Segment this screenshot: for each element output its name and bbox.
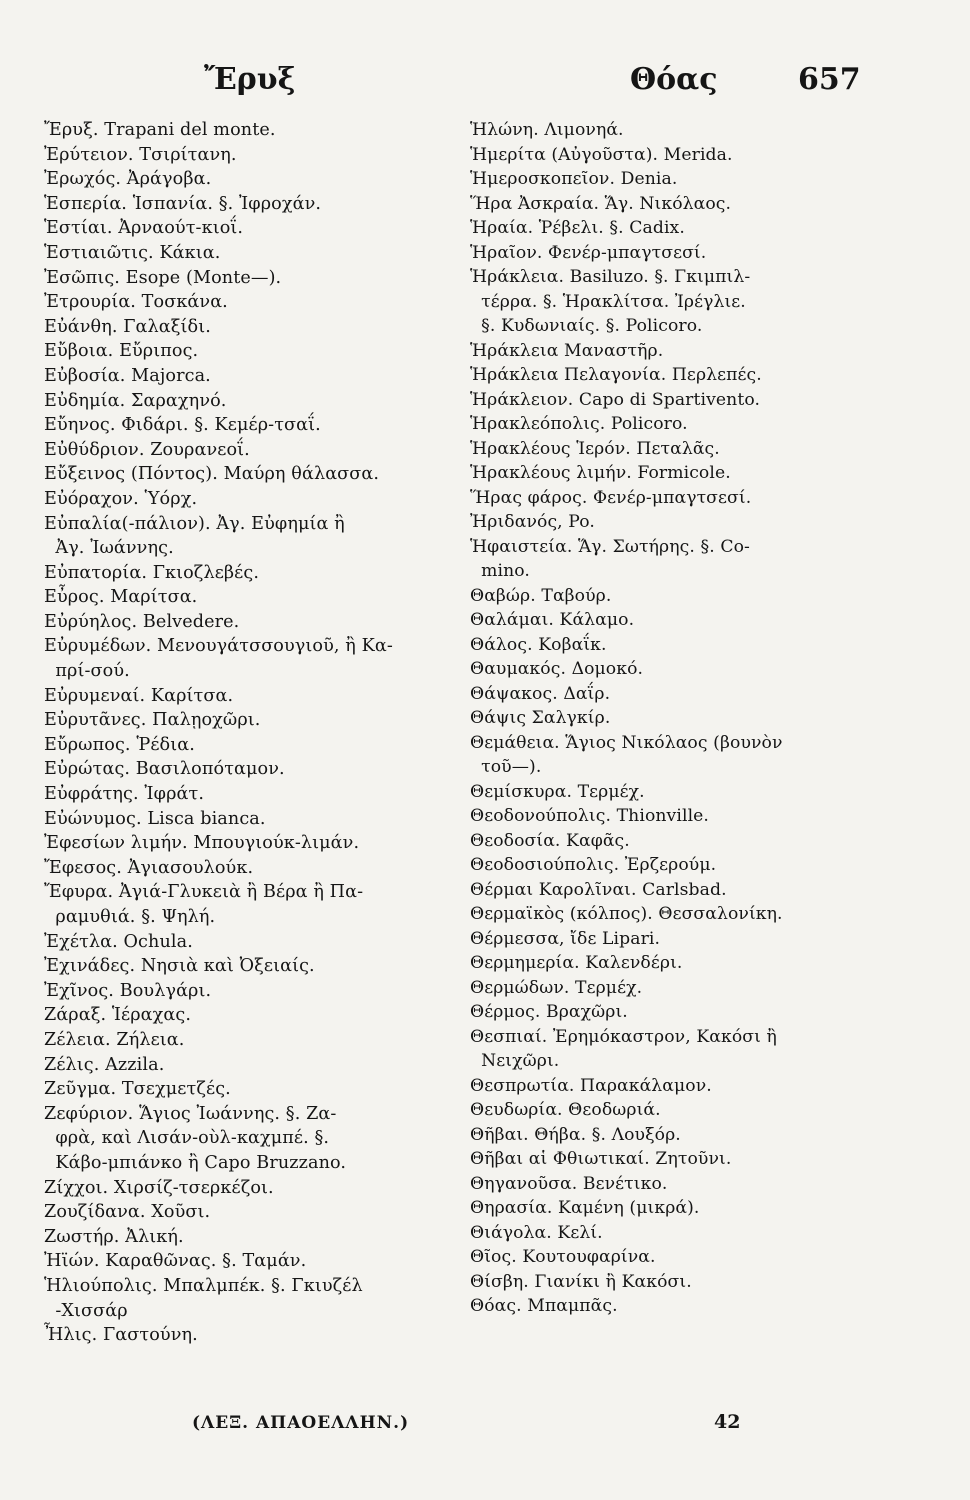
dictionary-entry: Εὐόραχον. Ὑόρχ. (44, 488, 198, 509)
dictionary-entry: Εὐρώτας. Βασιλοπόταμον. (44, 759, 285, 780)
dictionary-entry: Εὐδημία. Σαραχηνό. (44, 390, 227, 411)
dictionary-entry: Θέρμαι Καρολῖναι. Carlsbad. (470, 879, 727, 900)
dictionary-entry: Ἡρακλέους Ἱερόν. Πεταλᾶς. (470, 438, 720, 459)
dictionary-entry: Ἐρύτειον. Τσιρίτανη. (44, 144, 237, 165)
dictionary-entry: Θαυμακός. Δομοκό. (470, 659, 644, 679)
dictionary-entry: Θαβώρ. Ταβούρ. (470, 585, 612, 606)
dictionary-entry: Ζωστήρ. Ἀλική. (44, 1226, 184, 1247)
dictionary-entry: Θεοδοσία. Καφᾶς. (470, 830, 630, 851)
dictionary-entry: Ἡράκλεια. Basiluzo. §. Γκιμπιλ- (470, 267, 751, 287)
dictionary-entry: Ἔρυξ. Trapani del monte. (44, 120, 276, 140)
dictionary-entry: Εὐπατορία. Γκιοζλεβές. (44, 562, 260, 583)
dictionary-entry: Εὐρυτᾶνες. Παλῃοχῶρι. (44, 710, 261, 731)
dictionary-entry: Θῆβαι. Θήβα. §. Λουξόρ. (470, 1124, 681, 1145)
dictionary-entry: Ἡλιούπολις. Μπαλμπέκ. §. Γκιυζέλ (44, 1275, 363, 1296)
dictionary-entry: Θάλος. Κοβαΐκ. (470, 634, 607, 655)
dictionary-entry: Θερμαϊκὸς (κόλπος). Θεσσαλονίκη. (470, 904, 783, 924)
dictionary-entry: Ἔφεσος. Ἀγιασουλούκ. (44, 857, 254, 878)
dictionary-entry: Ζεφύριον. Ἅγιος Ἰωάννης. §. Ζα- (44, 1103, 337, 1124)
dictionary-entry: τέρρα. §. Ἡρακλίτσα. Ἰρέγλιε. (470, 291, 746, 312)
dictionary-entry: Εὐβοσία. Majorca. (44, 365, 211, 386)
dictionary-entry: Ἡράκλειον. Capo di Spartivento. (470, 389, 761, 410)
right-column (470, 118, 858, 1319)
dictionary-entry: Ζέλις. Azzila. (44, 1054, 165, 1075)
dictionary-entry: Θίσβη. Γιανίκι ἢ Κακόσι. (470, 1271, 692, 1292)
dictionary-entry: mino. (470, 561, 530, 581)
dictionary-entry: Εὖρος. Μαρίτσα. (44, 587, 198, 608)
dictionary-entry: Ἐσῶπις. Esope (Monte—). (44, 267, 282, 288)
dictionary-entry: Ἐφεσίων λιμήν. Μπουγιούκ-λιμάν. (44, 833, 360, 854)
dictionary-entry: Ἥρα Ἀσκραία. Ἅγ. Νικόλαος. (470, 193, 732, 214)
dictionary-entry: Ἠϊών. Καραθῶνας. §. Ταμάν. (44, 1251, 307, 1272)
dictionary-entry: Θηρασία. Καμένη (μικρά). (470, 1198, 700, 1218)
dictionary-entry: Θευδωρία. Θεοδωριά. (470, 1100, 661, 1120)
dictionary-entry: Κάβο-μπιάνκο ἢ Capo Bruzzano. (44, 1152, 347, 1173)
left-column (44, 118, 464, 1348)
dictionary-entry: Ζέλεια. Ζήλεια. (44, 1029, 185, 1050)
page-header (0, 62, 970, 106)
dictionary-entry: -Χισσάρ (44, 1300, 128, 1321)
dictionary-entry: Ἡρακλεόπολις. Policoro. (470, 414, 688, 434)
dictionary-entry: Νειχῶρι. (470, 1051, 560, 1071)
dictionary-entry: Ἐχῖνος. Βουλγάρι. (44, 980, 212, 1001)
dictionary-entry: Θέρμεσσα, ἴδε Lipari. (470, 928, 661, 949)
dictionary-entry: Ἦλις. Γαστούνη. (44, 1325, 198, 1346)
dictionary-entry: Θερμημερία. Καλενδέρι. (470, 953, 683, 973)
dictionary-entry: Θάψακος. Δαΐρ. (470, 683, 611, 704)
dictionary-entry: Εὐρυμέδων. Μενουγάτσσουγιοῦ, ἢ Κα- (44, 636, 393, 657)
dictionary-entry: Ἑστίαι. Ἀρναούτ-κιοΐ. (44, 218, 244, 239)
dictionary-entry: Θεσπιαί. Ἐρημόκαστρον, Κακόσι ἢ (470, 1026, 777, 1047)
dictionary-entry: Θάψις Σαλγκίρ. (470, 708, 611, 728)
dictionary-entry: Θαλάμαι. Κάλαμο. (470, 610, 635, 630)
dictionary-entry: Εὐάνθη. Γαλαξίδι. (44, 316, 211, 337)
dictionary-entry: Ἀγ. Ἰωάννης. (44, 538, 174, 559)
header-left-word: Ἔρυξ (204, 62, 296, 97)
dictionary-entry: Θεοδοσιούπολις. Ἐρζερούμ. (470, 855, 717, 875)
dictionary-entry: Θεοδονούπολις. Thionville. (470, 806, 709, 826)
dictionary-entry: τοῦ—). (470, 757, 542, 777)
dictionary-entry: Ζουζίδανα. Χοῦσι. (44, 1202, 211, 1223)
dictionary-entry: Εὐφράτης. Ἰφράτ. (44, 784, 205, 805)
dictionary-entry: Εὔξεινος (Πόντος). Μαύρη θάλασσα. (44, 464, 380, 485)
dictionary-entry: Θερμώδων. Τερμέχ. (470, 977, 643, 998)
dictionary-entry: Ἐρωχός. Ἀράγοβα. (44, 169, 212, 190)
dictionary-entry: Ἑστιαιῶτις. Κάκια. (44, 242, 221, 263)
dictionary-entry: Εὐώνυμος. Lisca bianca. (44, 808, 266, 829)
footer-signature: (ΛΕΞ. ΑΠΑΟΕΛΛΗΝ.) (192, 1413, 410, 1433)
dictionary-entry: Ἐχέτλα. Ochula. (44, 931, 193, 952)
dictionary-entry: Ἥρας φάρος. Φενέρ-μπαγτσεσί. (470, 487, 752, 508)
header-right-word: Θόας (630, 62, 718, 97)
dictionary-entry: Ἡμερίτα (Αὐγοῦστα). Merida. (470, 144, 733, 165)
dictionary-entry: Εὐρύηλος. Belvedere. (44, 611, 240, 632)
dictionary-entry: Ἑσπερία. Ἱσπανία. §. Ἰφροχάν. (44, 193, 322, 214)
dictionary-entry: Ἡρακλέους λιμήν. Formicole. (470, 463, 731, 483)
dictionary-entry: Ἡραία. Ῥέβελι. §. Cadix. (470, 218, 685, 238)
dictionary-entry: ραμυθιά. §. Ψηλή. (44, 907, 216, 927)
dictionary-entry: Ζίχχοι. Χιρσίζ-τσερκέζοι. (44, 1177, 274, 1198)
dictionary-entry: Εὐρυμεναί. Καρίτσα. (44, 685, 234, 706)
dictionary-entry: Θεμίσκυρα. Τερμέχ. (470, 781, 645, 802)
dictionary-entry: Θέρμος. Βραχῶρι. (470, 1002, 628, 1022)
dictionary-entry: Ἡλώνη. Λιμονηά. (470, 120, 624, 140)
dictionary-entry: Ἠριδανός, Po. (470, 512, 595, 532)
dictionary-entry: Εὐπαλία(-πάλιον). Ἀγ. Εὐφημία ἢ (44, 513, 345, 534)
dictionary-entry: Ἡράκλεια Μαναστῆρ. (470, 340, 664, 361)
dictionary-entry: Εὔβοια. Εὔριπος. (44, 341, 199, 362)
dictionary-entry: Θεμάθεια. Ἅγιος Νικόλαος (βουνὸν (470, 732, 783, 753)
page-number: 657 (798, 62, 861, 97)
dictionary-entry: Ἡφαιστεία. Ἅγ. Σωτήρης. §. Co- (470, 536, 750, 557)
sheet-number: 42 (714, 1411, 741, 1433)
dictionary-entry: Εὔρωπος. Ῥέδια. (44, 734, 195, 755)
dictionary-entry: Θῖος. Κουτουφαρίνα. (470, 1247, 656, 1267)
dictionary-entry: Ἡράκλεια Πελαγονία. Περλεπές. (470, 365, 762, 385)
dictionary-entry: πρί-σού. (44, 661, 130, 682)
dictionary-entry: §. Κυδωνιαίς. §. Policoro. (470, 316, 703, 336)
dictionary-entry: Θιάγολα. Κελί. (470, 1222, 603, 1243)
dictionary-entry: Ἐτρουρία. Τοσκάνα. (44, 292, 228, 313)
dictionary-entry: Ἔφυρα. Ἀγιά-Γλυκειὰ ἢ Βέρα ἢ Πα- (44, 882, 364, 903)
dictionary-entry: Εὐθύδριον. Ζουρανεοΐ. (44, 439, 250, 460)
dictionary-entry: Θῆβαι αἱ Φθιωτικαί. Ζητοῦνι. (470, 1149, 732, 1169)
dictionary-entry: Θόας. Μπαμπᾶς. (470, 1296, 618, 1316)
dictionary-entry: Εὔηνος. Φιδάρι. §. Κεμέρ-τσαΐ. (44, 415, 321, 436)
dictionary-entry: Ἡμεροσκοπεῖον. Denia. (470, 169, 678, 189)
dictionary-entry: Ἡραῖον. Φενέρ-μπαγτσεσί. (470, 242, 707, 263)
dictionary-entry: Ἐχινάδες. Νησιὰ καὶ Ὀξειαίς. (44, 956, 315, 977)
dictionary-entry: φρὰ, καὶ Λισάν-οὺλ-καχμπέ. §. (44, 1128, 330, 1149)
dictionary-entry: Θηγανοῦσα. Βενέτικο. (470, 1173, 668, 1194)
dictionary-entry: Ζεῦγμα. Τσεχμετζές. (44, 1079, 231, 1100)
dictionary-entry: Ζάραξ. Ἱέραχας. (44, 1005, 192, 1026)
dictionary-entry: Θεσπρωτία. Παρακάλαμον. (470, 1075, 712, 1096)
